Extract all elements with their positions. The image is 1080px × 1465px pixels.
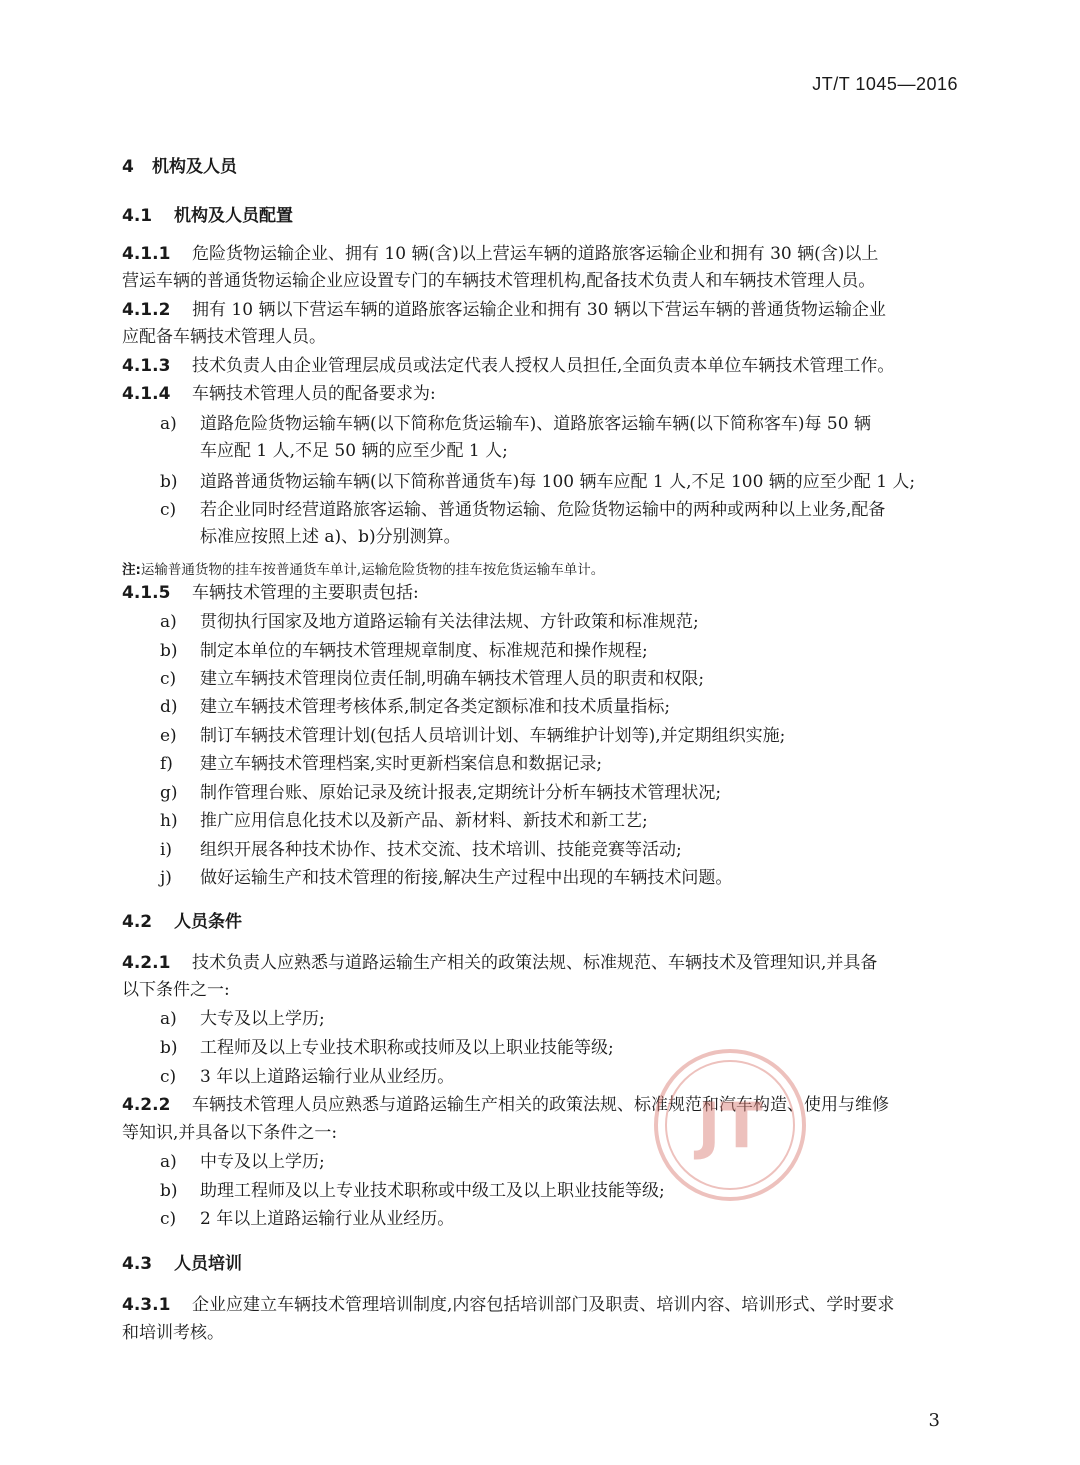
list-item-label: c)	[160, 500, 177, 520]
list-item-text: 建立车辆技术管理考核体系,制定各类定额标准和技术质量指标;	[200, 697, 671, 717]
clause-4-3-1-line-2: 和培训考核。	[122, 1323, 224, 1343]
list-item-text: 若企业同时经营道路旅客运输、普通货物运输、危险货物运输中的两种或两种以上业务,配备	[200, 500, 886, 520]
stamp-text: JT	[697, 1089, 763, 1162]
list-item-label: c)	[160, 669, 177, 689]
list-item-text: 推广应用信息化技术以及新产品、新材料、新技术和新工艺;	[200, 811, 648, 831]
note-text: 运输普通货物的挂车按普通货车单计,运输危险货物的挂车按危货运输车单计。	[140, 562, 605, 578]
list-item-label: h)	[160, 811, 178, 831]
list-item-text: 制定本单位的车辆技术管理规章制度、标准规范和操作规程;	[200, 641, 648, 661]
clause-4-2-1-line-2: 以下条件之一:	[122, 980, 230, 1000]
list-item-continuation: 车应配 1 人,不足 50 辆的应至少配 1 人;	[200, 441, 508, 461]
list-item-label: b)	[160, 641, 178, 661]
list-item-label: b)	[160, 1038, 178, 1058]
clause-text: 企业应建立车辆技术管理培训制度,内容包括培训部门及职责、培训内容、培训形式、学时要求	[192, 1295, 895, 1315]
section-number: 4.3	[122, 1254, 153, 1274]
list-item-label: i)	[160, 840, 173, 860]
clause-4-1-5	[122, 582, 419, 604]
clause-number: 4.1.2	[122, 300, 171, 320]
list-item-text: 制订车辆技术管理计划(包括人员培训计划、车辆维护计划等),并定期组织实施;	[200, 726, 786, 746]
clause-number: 4.2.1	[122, 953, 171, 973]
clause-text: 技术负责人由企业管理层成员或法定代表人授权人员担任,全面负责本单位车辆技术管理工作。	[192, 356, 895, 376]
list-item-label: d)	[160, 697, 178, 717]
clause-text: 技术负责人应熟悉与道路运输生产相关的政策法规、标准规范、车辆技术及管理知识,并具备	[192, 953, 878, 973]
list-item-label: f)	[160, 754, 173, 774]
section-title: 人员培训	[174, 1254, 242, 1274]
list-item-label: c)	[160, 1209, 177, 1229]
section-4-3-heading	[122, 1249, 242, 1274]
section-4-1-heading	[122, 201, 293, 226]
list-item	[160, 753, 602, 775]
clause-4-1-1-line-2: 营运车辆的普通货物运输企业应设置专门的车辆技术管理机构,配备技术负责人和车辆技术管理人员。	[122, 271, 876, 291]
note-label: 注:	[122, 562, 141, 578]
note	[122, 558, 604, 578]
list-item	[160, 640, 648, 662]
clause-4-2-1-line-1	[122, 952, 877, 974]
list-item-label: j)	[160, 868, 172, 888]
clause-4-1-2-line-2: 应配备车辆技术管理人员。	[122, 327, 326, 347]
list-item-label: e)	[160, 726, 177, 746]
list-item-label: a)	[160, 612, 177, 632]
list-item	[160, 499, 885, 521]
list-item-text: 贯彻执行国家及地方道路运输有关法律法规、方针政策和标准规范;	[200, 612, 699, 632]
jt-watermark-stamp	[650, 1045, 810, 1205]
list-item	[160, 1037, 614, 1059]
section-4-heading	[122, 152, 237, 177]
list-item-label: b)	[160, 1181, 178, 1201]
list-item-text: 制作管理台账、原始记录及统计报表,定期统计分析车辆技术管理状况;	[200, 783, 722, 803]
list-item	[160, 413, 871, 435]
clause-text: 危险货物运输企业、拥有 10 辆(含)以上营运车辆的道路旅客运输企业和拥有 30 辆(含)以上	[192, 244, 879, 264]
list-item	[160, 611, 699, 633]
clause-4-1-3	[122, 355, 894, 377]
list-item-text: 中专及以上学历;	[200, 1152, 325, 1172]
list-item-text: 3 年以上道路运输行业从业经历。	[200, 1067, 455, 1087]
list-item-continuation: 标准应按照上述 a)、b)分别测算。	[200, 527, 461, 547]
list-item-label: a)	[160, 1009, 177, 1029]
list-item	[160, 867, 732, 889]
list-item-label: c)	[160, 1067, 177, 1087]
list-item-text: 2 年以上道路运输行业从业经历。	[200, 1209, 455, 1229]
list-item	[160, 1066, 454, 1088]
list-item	[160, 1008, 325, 1030]
clause-number: 4.1.3	[122, 356, 171, 376]
list-item-text: 建立车辆技术管理岗位责任制,明确车辆技术管理人员的职责和权限;	[200, 669, 705, 689]
list-item	[160, 810, 648, 832]
list-item-text: 助理工程师及以上专业技术职称或中级工及以上职业技能等级;	[200, 1181, 665, 1201]
list-item	[160, 1180, 665, 1202]
list-item	[160, 725, 785, 747]
standard-number: JT/T 1045—2016	[812, 74, 958, 94]
clause-text: 拥有 10 辆以下营运车辆的道路旅客运输企业和拥有 30 辆以下营运车辆的普通货物运输企业	[192, 300, 886, 320]
list-item	[160, 696, 670, 718]
list-item-label: b)	[160, 472, 178, 492]
page-number: 3	[928, 1410, 940, 1431]
list-item	[160, 782, 721, 804]
list-item	[160, 1151, 325, 1173]
clause-text: 车辆技术管理人员的配备要求为:	[192, 384, 436, 404]
list-item	[160, 471, 915, 493]
clause-4-3-1-line-1	[122, 1294, 894, 1316]
clause-4-2-2-line-2: 等知识,并具备以下条件之一:	[122, 1123, 338, 1143]
list-item-text: 建立车辆技术管理档案,实时更新档案信息和数据记录;	[200, 754, 603, 774]
clause-4-1-1-line-1	[122, 243, 878, 265]
section-number: 4.1	[122, 206, 153, 226]
section-number: 4	[122, 157, 134, 177]
list-item-text: 道路普通货物运输车辆(以下简称普通货车)每 100 辆车应配 1 人,不足 100 辆的应至少配 1 人;	[200, 472, 916, 492]
clause-number: 4.3.1	[122, 1295, 171, 1315]
clause-number: 4.1.5	[122, 583, 171, 603]
clause-4-1-2-line-1	[122, 299, 886, 321]
list-item	[160, 839, 682, 861]
section-title: 机构及人员配置	[174, 206, 293, 226]
clause-text: 车辆技术管理的主要职责包括:	[192, 583, 419, 603]
section-title: 机构及人员	[152, 157, 237, 177]
list-item-text: 大专及以上学历;	[200, 1009, 325, 1029]
list-item-text: 做好运输生产和技术管理的衔接,解决生产过程中出现的车辆技术问题。	[200, 868, 733, 888]
list-item-label: a)	[160, 1152, 177, 1172]
list-item-text: 组织开展各种技术协作、技术交流、技术培训、技能竞赛等活动;	[200, 840, 682, 860]
section-4-2-heading	[122, 907, 242, 932]
list-item	[160, 668, 704, 690]
list-item-label: g)	[160, 783, 178, 803]
clause-text: 车辆技术管理人员应熟悉与道路运输生产相关的政策法规、标准规范和汽车构造、使用与维修	[192, 1095, 889, 1115]
list-item	[160, 1208, 454, 1230]
list-item-text: 工程师及以上专业技术职称或技师及以上职业技能等级;	[200, 1038, 614, 1058]
list-item-label: a)	[160, 414, 177, 434]
list-item-text: 道路危险货物运输车辆(以下简称危货运输车)、道路旅客运输车辆(以下简称客车)每 50 辆	[200, 414, 871, 434]
clause-number: 4.2.2	[122, 1095, 171, 1115]
clause-4-1-4	[122, 383, 436, 405]
clause-number: 4.1.1	[122, 244, 171, 264]
section-title: 人员条件	[174, 912, 242, 932]
section-number: 4.2	[122, 912, 153, 932]
clause-number: 4.1.4	[122, 384, 171, 404]
